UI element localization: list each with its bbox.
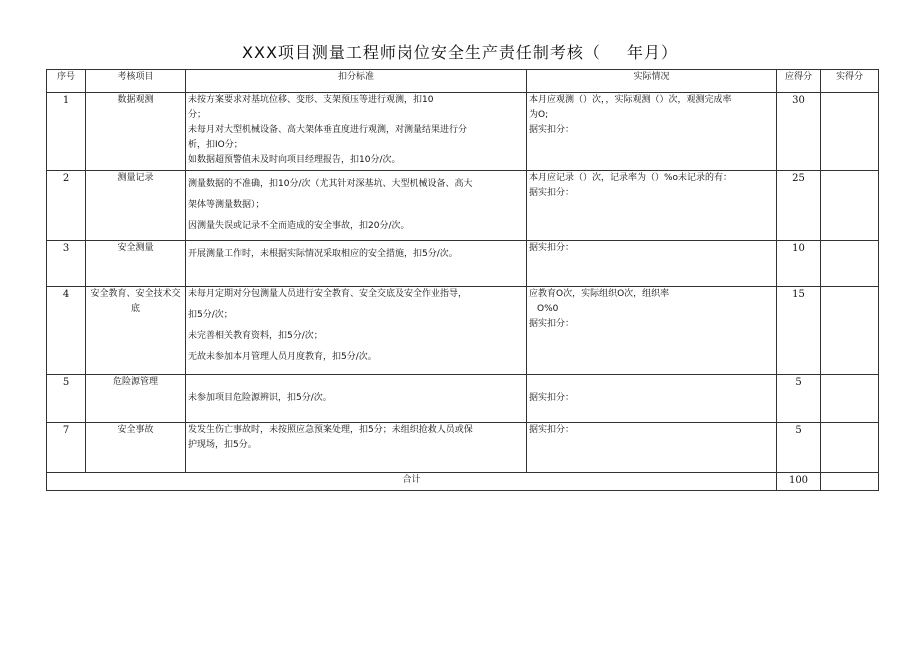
row-actual-score — [821, 241, 879, 287]
header-actual-score: 实得分 — [821, 70, 879, 93]
total-label: 合计 — [47, 473, 777, 491]
total-actual-score — [821, 473, 879, 491]
row-score: 15 — [777, 287, 821, 375]
row-score: 5 — [777, 375, 821, 423]
actual-line: 为O; — [529, 110, 549, 120]
table-row — [47, 423, 879, 473]
actual-line: 应教育O次，实际组织O次，组织率 — [529, 289, 670, 299]
actual-line: 据实扣分： — [529, 393, 575, 403]
criteria-line: 扣5分/次； — [188, 310, 233, 320]
row-actual-score — [821, 423, 879, 473]
table-row — [47, 375, 879, 423]
row-item: 安全事故 — [86, 423, 186, 473]
table-row — [47, 241, 879, 287]
header-due-score: 应得分 — [777, 70, 821, 93]
actual-line: O%0 — [537, 304, 559, 314]
row-no: 7 — [47, 423, 86, 473]
row-score: 30 — [777, 93, 821, 171]
row-criteria — [186, 93, 527, 171]
row-no: 4 — [47, 287, 86, 375]
row-item: 安全教育、安全技术交底 — [86, 287, 186, 375]
criteria-line: 如数据超预警值未及时向项目经理报告，扣10分/次。 — [188, 155, 401, 165]
row-no: 3 — [47, 241, 86, 287]
criteria-line: 无故未参加本月管理人员月度教育，扣5分/次。 — [188, 352, 377, 362]
row-actual-score — [821, 287, 879, 375]
row-item: 测量记录 — [86, 171, 186, 241]
title-end: 年月） — [626, 43, 678, 62]
criteria-line: 因测量失误或记录不全而造成的安全事故，扣20分/次。 — [188, 221, 410, 231]
row-criteria — [186, 423, 527, 473]
total-row — [47, 473, 879, 491]
criteria-line: 未完善相关教育资料，扣5分/次； — [188, 331, 323, 341]
header-actual: 实际情况 — [527, 70, 777, 93]
criteria-line: 发发生伤亡事故时，未按照应急预案处理，扣5分；未组织抢救人员或保 — [188, 425, 473, 435]
row-item: 安全测量 — [86, 241, 186, 287]
row-criteria — [186, 241, 527, 287]
table-header-row — [47, 70, 879, 93]
criteria-line: 未参加项目危险源辨识，扣5分/次。 — [188, 393, 332, 403]
table-row — [47, 287, 879, 375]
row-actual-score — [821, 93, 879, 171]
row-actual — [527, 241, 777, 287]
row-actual-score — [821, 375, 879, 423]
row-no: 1 — [47, 93, 86, 171]
criteria-line: 未每月对大型机械设备、高大架体垂直度进行观测，对测量结果进行分 — [188, 125, 468, 135]
row-actual-score — [821, 171, 879, 241]
header-no: 序号 — [47, 70, 86, 93]
row-item: 危险源管理 — [86, 375, 186, 423]
criteria-line: 测量数据的不准确，扣10分/次（尤其针对深基坑、大型机械设备、高大 — [188, 179, 473, 189]
assessment-table — [46, 69, 879, 491]
row-no: 2 — [47, 171, 86, 241]
row-score: 10 — [777, 241, 821, 287]
title-main: XXX项目测量工程师岗位安全生产责任制考核（ — [242, 43, 601, 62]
row-no: 5 — [47, 375, 86, 423]
actual-line: 据实扣分： — [529, 319, 575, 329]
row-criteria — [186, 375, 527, 423]
total-score: 100 — [777, 473, 821, 491]
table-row — [47, 171, 879, 241]
row-score: 5 — [777, 423, 821, 473]
actual-line: 据实扣分： — [529, 188, 575, 198]
header-item: 考核项目 — [86, 70, 186, 93]
row-criteria — [186, 287, 527, 375]
row-criteria — [186, 171, 527, 241]
actual-line: 本月应记录（）次，记录率为（）%o未记录的有： — [529, 173, 733, 183]
row-score: 25 — [777, 171, 821, 241]
row-item: 数据观测 — [86, 93, 186, 171]
document-title — [0, 40, 920, 63]
criteria-line: 护现场，扣5分。 — [188, 440, 257, 450]
row-actual — [527, 375, 777, 423]
criteria-line: 分； — [188, 110, 207, 120]
actual-line: 本月应观测（）次，，实际观测（）次，观测完成率 — [529, 95, 732, 105]
row-actual — [527, 171, 777, 241]
criteria-line: 未按方案要求对基坑位移、变形、支架预压等进行观测，扣10 — [188, 95, 434, 105]
actual-line: 据实扣分： — [529, 125, 575, 135]
row-actual — [527, 423, 777, 473]
table-row — [47, 93, 879, 171]
criteria-line: 未每月定期对分包测量人员进行安全教育、安全交底及安全作业指导， — [188, 289, 468, 299]
actual-line: 据实扣分： — [529, 425, 575, 435]
row-actual — [527, 287, 777, 375]
criteria-line: 架体等测量数据）； — [188, 200, 265, 210]
criteria-line: 开展测量工作时，未根据实际情况采取相应的安全措施，扣5分/次。 — [188, 249, 458, 259]
actual-line: 据实扣分： — [529, 243, 575, 253]
criteria-line: 析，扣IO分； — [188, 140, 243, 150]
header-criteria: 扣分标准 — [186, 70, 527, 93]
row-actual — [527, 93, 777, 171]
